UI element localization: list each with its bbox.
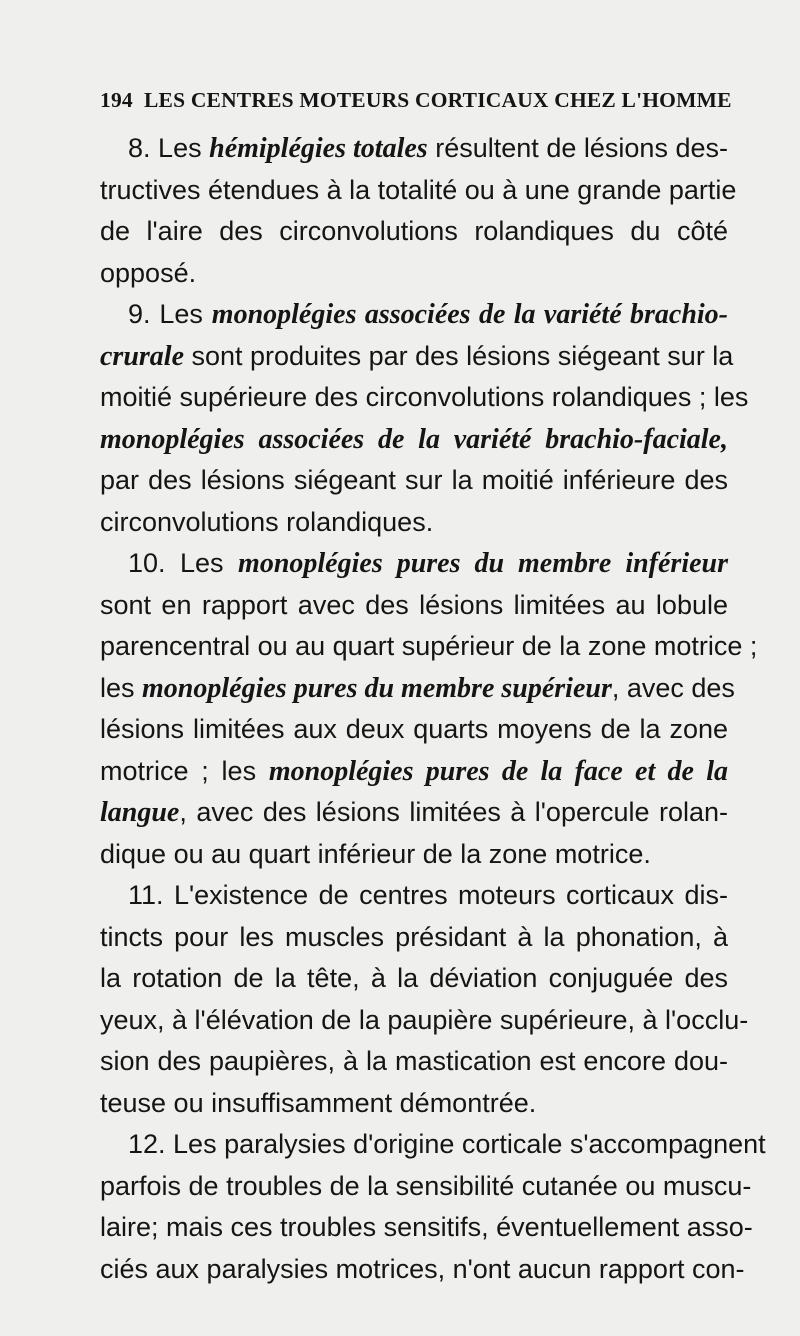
text-run: teuse ou insuffisamment démontrée. <box>100 1087 537 1118</box>
text-run: motrice ; les <box>100 755 269 786</box>
text-line <box>100 1083 728 1125</box>
text-run: 11. L'existence de centres moteurs corticaux dis- <box>128 880 728 910</box>
text-line <box>100 958 728 1000</box>
text-line <box>100 211 728 253</box>
text-run: sont produites par des lésions siégeant sur la <box>184 340 734 371</box>
text-line <box>100 875 728 917</box>
text-run: opposé. <box>100 257 197 288</box>
running-head <box>100 88 732 120</box>
paragraph <box>100 875 749 1124</box>
italic-term: monoplégies pures du membre supérieur <box>142 672 612 704</box>
text-line <box>100 253 728 295</box>
text-run: résultent de lésions des- <box>427 133 729 163</box>
text-line <box>100 792 728 834</box>
text-run: yeux, à l'élévation de la paupière supérieure, à l'occlu- <box>100 1004 749 1035</box>
text-line <box>100 1124 766 1166</box>
text-line <box>100 128 728 170</box>
text-line <box>100 543 728 585</box>
italic-term: monoplégies pures du membre inférieur <box>238 548 728 579</box>
page-number: 194 <box>100 88 133 112</box>
text-line <box>100 419 728 461</box>
text-line <box>100 377 749 419</box>
italic-term: crurale <box>100 340 184 372</box>
text-run: ciés aux paralysies motrices, n'ont aucun rapport con- <box>100 1253 745 1284</box>
text-run: les <box>100 672 143 703</box>
text-run: dique ou au quart inférieur de la zone motrice. <box>100 838 651 869</box>
text-run: 12. Les paralysies d'origine corticale s'accompagnent <box>128 1129 766 1159</box>
text-run: par des lésions siégeant sur la moitié inférieure des <box>100 465 728 495</box>
text-line <box>100 917 728 959</box>
text-line <box>100 585 728 627</box>
text-line <box>100 1249 745 1291</box>
text-run: parfois de troubles de la sensibilité cutanée ou muscu- <box>100 1170 752 1201</box>
text-line <box>100 502 728 544</box>
text-run: moitié supérieure des circonvolutions rolandiques ; les <box>100 382 749 412</box>
text-run: , avec des lésions limitées à l'opercule rolan- <box>179 797 728 827</box>
text-run: 10. Les <box>128 548 239 578</box>
text-line <box>100 751 728 793</box>
text-line <box>100 1166 752 1208</box>
text-line <box>100 834 728 876</box>
text-line <box>100 626 758 668</box>
text-line <box>100 1207 753 1249</box>
running-title: LES CENTRES MOTEURS CORTICAUX CHEZ L'HOMME <box>144 88 732 112</box>
text-line <box>100 170 737 212</box>
paragraph <box>100 1124 766 1290</box>
italic-term: langue <box>100 797 180 828</box>
italic-term: monoplégies pures de la face et de la <box>268 755 728 787</box>
text-run: tructives étendues à la totalité ou à une grande partie <box>100 174 737 205</box>
body-text <box>100 128 766 1290</box>
text-line <box>100 460 728 502</box>
text-run: de l'aire des circonvolutions rolandiques du côté <box>100 216 728 246</box>
text-run: la rotation de la tête, à la déviation conjuguée des <box>100 963 728 993</box>
italic-term: monoplégies associées de la variété brachio-faciale, <box>100 423 728 455</box>
text-run: sont en rapport avec des lésions limitées au lobule <box>100 589 728 620</box>
text-line <box>100 709 728 751</box>
italic-term: monoplégies associées de la variété brachio- <box>211 299 728 330</box>
text-run: sion des paupières, à la mastication est encore dou- <box>100 1046 728 1076</box>
text-line <box>100 336 734 378</box>
text-run: lésions limitées aux deux quarts moyens de la zone <box>100 714 728 744</box>
text-run: 9. Les <box>128 299 212 329</box>
paragraph <box>100 294 749 543</box>
italic-term: hémiplégies totales <box>209 133 428 164</box>
paragraph <box>100 128 737 294</box>
text-line <box>100 1000 749 1042</box>
text-run: tincts pour les muscles présidant à la phonation, à <box>100 921 728 952</box>
text-run: parencentral ou au quart supérieur de la zone motrice ; <box>100 631 758 661</box>
text-line <box>100 1041 728 1083</box>
text-line <box>100 668 735 710</box>
text-run: 8. Les <box>128 133 210 163</box>
text-run: , avec des <box>611 672 735 703</box>
paragraph <box>100 543 758 875</box>
text-run: laire; mais ces troubles sensitifs, éventuellement asso- <box>100 1212 753 1242</box>
text-run: circonvolutions rolandiques. <box>100 506 434 537</box>
text-line <box>100 294 728 336</box>
